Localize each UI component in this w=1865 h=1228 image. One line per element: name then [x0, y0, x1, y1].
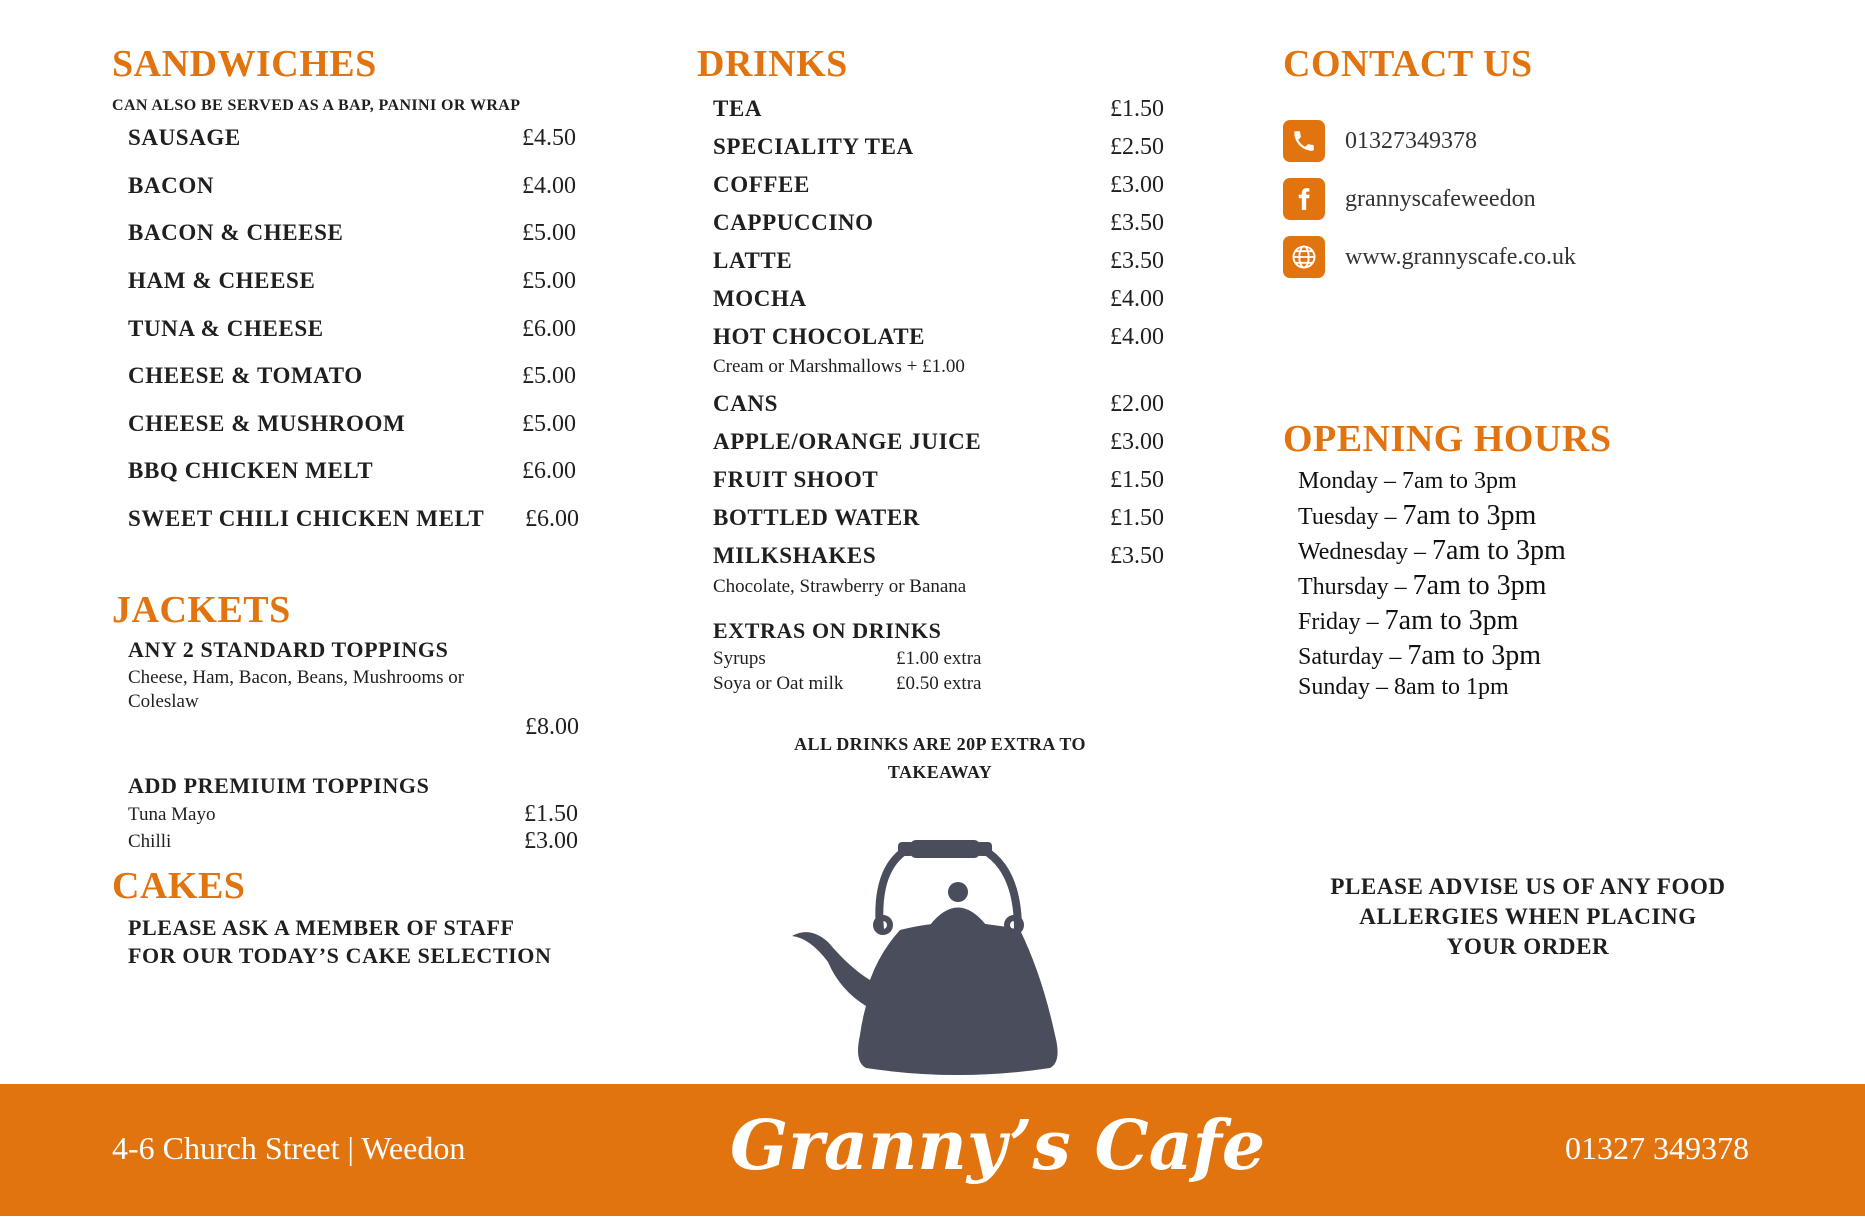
phone-icon — [1283, 120, 1325, 162]
contact-website: www.grannyscafe.co.uk — [1345, 243, 1577, 270]
hours-time: 7am to 3pm — [1412, 570, 1547, 601]
sandwiches-note: CAN ALSO BE SERVED AS A BAP, PANINI OR WRAP — [112, 97, 521, 114]
drink-price: £1.50 — [1110, 467, 1164, 493]
drink-price: £4.00 — [1110, 324, 1164, 350]
hours-time: 7am to 3pm — [1384, 605, 1519, 636]
footer-brand-logo: Granny’s Cafe — [730, 1106, 1266, 1186]
hot-chocolate-note: Cream or Marshmallows + £1.00 — [713, 356, 965, 377]
footer-phone[interactable]: 01327 349378 — [1565, 1130, 1749, 1166]
sandwich-name: CHEESE & MUSHROOM — [128, 411, 406, 436]
hours-row — [1298, 535, 1566, 567]
drink-name: HOT CHOCOLATE — [713, 324, 926, 349]
contact-facebook-row[interactable] — [1283, 178, 1536, 220]
extra-name: Soya or Oat milk — [713, 673, 844, 694]
contact-phone-row[interactable] — [1283, 120, 1477, 162]
drink-name: CANS — [713, 391, 779, 416]
drink-name: CAPPUCCINO — [713, 210, 874, 235]
allergy-notice: YOUR ORDER — [1446, 934, 1610, 959]
hours-row — [1298, 640, 1541, 672]
hours-row — [1298, 674, 1509, 701]
sandwiches-heading: SANDWICHES — [112, 43, 377, 85]
drink-name: MILKSHAKES — [713, 543, 877, 568]
drink-price: £3.50 — [1110, 210, 1164, 236]
hours-time: 7am to 3pm — [1402, 468, 1517, 494]
drink-name: TEA — [713, 96, 763, 121]
kettle-icon — [770, 830, 1090, 1090]
hours-time: 7am to 3pm — [1407, 640, 1542, 671]
drink-name: LATTE — [713, 248, 793, 273]
drink-price: £3.00 — [1110, 429, 1164, 455]
sandwich-price: £4.00 — [522, 173, 576, 199]
hours-separator: – — [1388, 574, 1413, 600]
premium-topping-price: £1.50 — [524, 801, 578, 827]
extra-name: Syrups — [713, 648, 766, 669]
hours-day: Wednesday — [1298, 539, 1409, 565]
hours-day: Sunday — [1298, 674, 1370, 700]
drink-price: £1.50 — [1110, 96, 1164, 122]
sandwich-price: £5.00 — [522, 363, 576, 389]
footer-address: 4-6 Church Street | Weedon — [112, 1130, 466, 1166]
drinks-heading: DRINKS — [697, 43, 848, 85]
milkshake-note: Chocolate, Strawberry or Banana — [713, 576, 967, 597]
drink-name: FRUIT SHOOT — [713, 467, 879, 492]
premium-topping-name: Tuna Mayo — [128, 804, 216, 825]
drink-name: SPECIALITY TEA — [713, 134, 914, 159]
takeaway-note: TAKEAWAY — [887, 762, 993, 782]
jackets-standard-price: £8.00 — [525, 714, 579, 740]
cakes-heading: CAKES — [112, 865, 246, 907]
drink-name: APPLE/ORANGE JUICE — [713, 429, 982, 454]
hours-row — [1298, 468, 1517, 495]
sandwich-price: £5.00 — [522, 411, 576, 437]
extra-price: £1.00 extra — [896, 648, 982, 669]
sandwich-name: HAM & CHEESE — [128, 268, 316, 293]
hours-time: 7am to 3pm — [1402, 500, 1537, 531]
hours-time: 7am to 3pm — [1432, 535, 1566, 566]
hours-day: Friday — [1298, 609, 1361, 635]
hours-day: Tuesday — [1298, 504, 1379, 530]
contact-phone: 01327349378 — [1345, 127, 1477, 154]
sandwich-name: SAUSAGE — [128, 125, 241, 150]
hours-row — [1298, 500, 1536, 532]
extras-title: EXTRAS ON DRINKS — [713, 618, 942, 643]
hours-day: Thursday — [1298, 574, 1389, 600]
sandwich-name: BACON & CHEESE — [128, 220, 344, 245]
hours-separator: – — [1370, 674, 1394, 700]
footer-bar — [0, 1084, 1865, 1216]
jackets-standard-title: ANY 2 STANDARD TOPPINGS — [128, 637, 449, 662]
contact-website-row[interactable] — [1283, 236, 1576, 278]
hours-day: Saturday — [1298, 644, 1384, 670]
drink-price: £2.50 — [1110, 134, 1164, 160]
drink-name: COFFEE — [713, 172, 810, 197]
hours-row — [1298, 570, 1546, 602]
jackets-standard-desc: Cheese, Ham, Bacon, Beans, Mushrooms or — [128, 667, 465, 688]
drink-price: £3.50 — [1110, 248, 1164, 274]
hours-row — [1298, 605, 1518, 637]
globe-icon — [1283, 236, 1325, 278]
drink-name: BOTTLED WATER — [713, 505, 920, 530]
premium-topping-price: £3.00 — [524, 828, 578, 854]
hours-separator: – — [1378, 468, 1402, 494]
takeaway-note: ALL DRINKS ARE 20P EXTRA TO — [794, 734, 1086, 754]
sandwich-name: BACON — [128, 173, 215, 198]
cakes-line: PLEASE ASK A MEMBER OF STAFF — [128, 915, 515, 940]
sandwich-price: £6.00 — [525, 506, 579, 532]
contact-heading: CONTACT US — [1283, 43, 1533, 85]
extra-price: £0.50 extra — [896, 673, 982, 694]
cakes-line: FOR OUR TODAY’S CAKE SELECTION — [128, 943, 552, 968]
drink-name: MOCHA — [713, 286, 807, 311]
hours-separator: – — [1360, 609, 1385, 635]
jackets-standard-desc: Coleslaw — [128, 691, 199, 712]
hours-separator: – — [1378, 504, 1403, 530]
allergy-notice: ALLERGIES WHEN PLACING — [1359, 904, 1697, 929]
drink-price: £3.50 — [1110, 543, 1164, 569]
hours-day: Monday — [1298, 468, 1378, 494]
drink-price: £4.00 — [1110, 286, 1164, 312]
premium-topping-name: Chilli — [128, 831, 172, 852]
sandwich-name: SWEET CHILI CHICKEN MELT — [128, 506, 485, 531]
hours-separator: – — [1383, 644, 1408, 670]
opening-hours-heading: OPENING HOURS — [1283, 418, 1612, 460]
drink-price: £2.00 — [1110, 391, 1164, 417]
sandwich-name: BBQ CHICKEN MELT — [128, 458, 374, 483]
facebook-icon — [1283, 178, 1325, 220]
sandwich-name: TUNA & CHEESE — [128, 316, 324, 341]
sandwich-price: £5.00 — [522, 268, 576, 294]
sandwich-price: £5.00 — [522, 220, 576, 246]
jackets-premium-title: ADD PREMIUIM TOPPINGS — [128, 773, 430, 798]
sandwich-price: £4.50 — [522, 125, 576, 151]
contact-facebook: grannyscafeweedon — [1345, 185, 1536, 212]
drink-price: £3.00 — [1110, 172, 1164, 198]
sandwich-price: £6.00 — [522, 316, 576, 342]
allergy-notice: PLEASE ADVISE US OF ANY FOOD — [1330, 874, 1726, 899]
sandwich-name: CHEESE & TOMATO — [128, 363, 363, 388]
hours-separator: – — [1408, 539, 1433, 565]
jackets-heading: JACKETS — [112, 589, 291, 631]
hours-time: 8am to 1pm — [1394, 674, 1509, 700]
drink-price: £1.50 — [1110, 505, 1164, 531]
sandwich-price: £6.00 — [522, 458, 576, 484]
